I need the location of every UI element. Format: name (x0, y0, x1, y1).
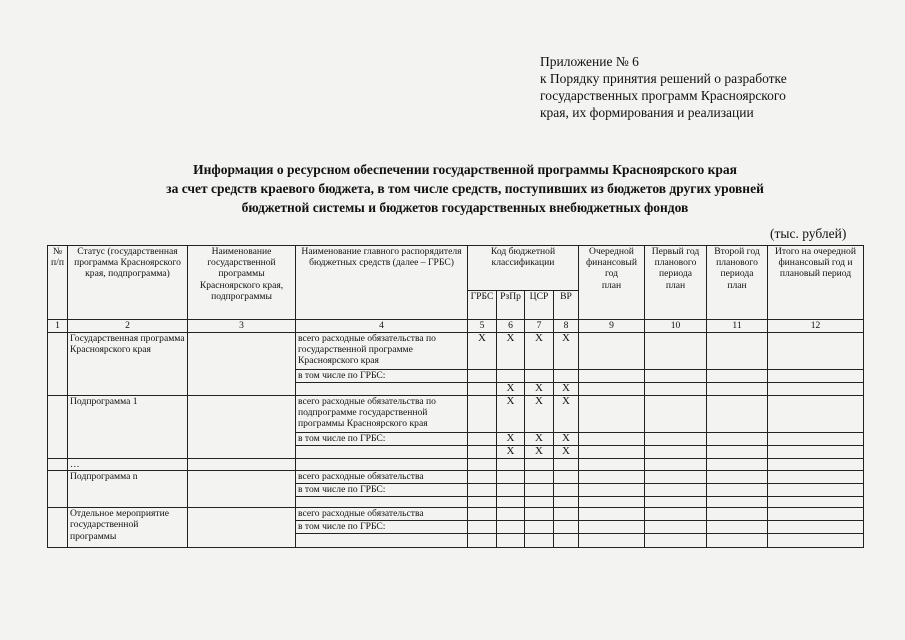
table-cell (48, 333, 68, 396)
table-cell (579, 459, 645, 471)
x-mark: X (525, 333, 554, 370)
col-number: 1 (48, 320, 68, 333)
table-cell (497, 508, 525, 521)
ellipsis: … (68, 459, 188, 471)
sub1-total-label: всего расходные обязательства по подпрограмме государственной программы Красноярского края (296, 396, 468, 433)
year2-label: Первый год планового периода (651, 246, 700, 280)
table-cell (768, 433, 864, 446)
sub1-total-row (48, 396, 864, 433)
table-cell (188, 508, 296, 548)
x-mark: X (525, 446, 554, 459)
table-cell (768, 333, 864, 370)
table-cell (296, 459, 468, 471)
table-cell (645, 396, 707, 433)
table-cell (707, 471, 768, 484)
header-code: Код бюджетной классификации (468, 246, 579, 291)
event-total-label: всего расходные обязательства (296, 508, 468, 521)
resource-table (47, 245, 864, 548)
col-number: 2 (68, 320, 188, 333)
col-number: 7 (525, 320, 554, 333)
table-cell (525, 497, 554, 508)
table-cell (468, 508, 497, 521)
table-cell (579, 383, 645, 396)
table-cell (468, 370, 497, 383)
table-cell (554, 471, 579, 484)
table-cell (48, 508, 68, 548)
table-cell (296, 534, 468, 548)
subn-total-row (48, 471, 864, 484)
table-cell (645, 508, 707, 521)
sub1-incl-label: в том числе по ГРБС: (296, 433, 468, 446)
table-cell (525, 508, 554, 521)
table-cell (468, 497, 497, 508)
table-cell (296, 446, 468, 459)
header-grbs: Наименование главного распорядителя бюджетных средств (далее – ГРБС) (296, 246, 468, 320)
table-cell (707, 484, 768, 497)
program-total-row (48, 333, 864, 370)
table-cell (579, 396, 645, 433)
col-number: 3 (188, 320, 296, 333)
table-cell (645, 333, 707, 370)
table-cell (768, 383, 864, 396)
header-name: Наименование государственной программы Красноярского края, подпрограммы (188, 246, 296, 320)
table-cell (579, 484, 645, 497)
header-total: Итого на очередной финансовый год и плановый период (768, 246, 864, 320)
table-cell (707, 508, 768, 521)
table-cell (468, 534, 497, 548)
table-cell (48, 459, 68, 471)
subn-status: Подпрограмма n (68, 471, 188, 508)
header-num: № п/п (48, 246, 68, 320)
table-cell (645, 534, 707, 548)
header-rzpr: РзПр (497, 291, 525, 320)
table-cell (707, 497, 768, 508)
table-cell (468, 484, 497, 497)
event-total-row (48, 508, 864, 521)
table-cell (468, 471, 497, 484)
table-cell (497, 534, 525, 548)
table-cell (768, 534, 864, 548)
table-cell (525, 459, 554, 471)
program-incl-label: в том числе по ГРБС: (296, 370, 468, 383)
x-mark: X (497, 396, 525, 433)
table-cell (525, 521, 554, 534)
event-incl-label: в том числе по ГРБС: (296, 521, 468, 534)
table-cell (554, 534, 579, 548)
x-mark: X (497, 446, 525, 459)
header-grbs-code: ГРБС (468, 291, 497, 320)
table-cell (645, 471, 707, 484)
table-cell (768, 471, 864, 484)
table-cell (707, 396, 768, 433)
col-number: 5 (468, 320, 497, 333)
table-cell (188, 396, 296, 459)
table-cell (468, 521, 497, 534)
table-cell (554, 521, 579, 534)
table-cell (468, 433, 497, 446)
table-cell (768, 370, 864, 383)
appendix-line-4: края, их формирования и реализации (540, 105, 754, 120)
year1-plan: план (601, 279, 622, 291)
table-cell (497, 484, 525, 497)
table-cell (188, 333, 296, 396)
title-line-3: бюджетной системы и бюджетов государственных внебюджетных фондов (241, 200, 689, 215)
col-number: 8 (554, 320, 579, 333)
table-cell (188, 459, 296, 471)
table-cell (645, 484, 707, 497)
table-cell (645, 459, 707, 471)
table-cell (645, 497, 707, 508)
ellipsis-row (48, 459, 864, 471)
table-cell (579, 370, 645, 383)
appendix-line-3: государственных программ Красноярского (540, 88, 786, 103)
year3-label: Второй год планового периода (714, 246, 760, 280)
table-cell (707, 383, 768, 396)
col-number: 4 (296, 320, 468, 333)
table-cell (468, 396, 497, 433)
table-cell (497, 497, 525, 508)
table-cell (579, 521, 645, 534)
table-cell (296, 383, 468, 396)
col-number: 12 (768, 320, 864, 333)
table-cell (645, 370, 707, 383)
table-cell (497, 459, 525, 471)
header-row-1 (48, 246, 864, 291)
table-cell (579, 333, 645, 370)
table-cell (554, 370, 579, 383)
sub1-status: Подпрограмма 1 (68, 396, 188, 459)
table-cell (468, 446, 497, 459)
program-status: Государственная программа Красноярского края (68, 333, 188, 396)
table-cell (707, 370, 768, 383)
x-mark: X (497, 433, 525, 446)
header-year1 (579, 246, 645, 320)
table-cell (579, 471, 645, 484)
x-mark: X (497, 333, 525, 370)
x-mark: X (525, 396, 554, 433)
title-line-2: за счет средств краевого бюджета, в том числе средств, поступивших из бюджетов других уровней (166, 181, 764, 196)
table-cell (768, 396, 864, 433)
table-cell (296, 497, 468, 508)
year1-label: Очередной финансовый год (585, 246, 638, 280)
document-title (95, 160, 835, 217)
year3-plan: план (727, 279, 747, 291)
col-number: 6 (497, 320, 525, 333)
header-status: Статус (государственная программа Красноярского края, подпрограмма) (68, 246, 188, 320)
col-number: 10 (645, 320, 707, 333)
table-cell (579, 508, 645, 521)
table-cell (707, 459, 768, 471)
col-number: 9 (579, 320, 645, 333)
table-cell (525, 534, 554, 548)
table-cell (645, 446, 707, 459)
units-label: (тыс. рублей) (770, 226, 847, 241)
column-number-row (48, 320, 864, 333)
table-cell (768, 521, 864, 534)
x-mark: X (554, 433, 579, 446)
subn-incl-label: в том числе по ГРБС: (296, 484, 468, 497)
table-cell (707, 433, 768, 446)
table-cell (497, 471, 525, 484)
table-cell (554, 497, 579, 508)
header-vr: ВР (554, 291, 579, 320)
table-cell (188, 471, 296, 508)
x-mark: X (497, 383, 525, 396)
table-cell (768, 508, 864, 521)
table-cell (645, 521, 707, 534)
table-cell (468, 459, 497, 471)
table-cell (707, 333, 768, 370)
table-cell (768, 446, 864, 459)
table-cell (707, 534, 768, 548)
x-mark: X (525, 433, 554, 446)
table-cell (768, 484, 864, 497)
event-status: Отдельное мероприятие государственной программы (68, 508, 188, 548)
table-cell (497, 521, 525, 534)
table-cell (768, 459, 864, 471)
x-mark: X (468, 333, 497, 370)
program-total-label: всего расходные обязательства по государственной программе Красноярского края (296, 333, 468, 370)
table-cell (645, 383, 707, 396)
x-mark: X (554, 446, 579, 459)
table-cell (554, 484, 579, 497)
col-number: 11 (707, 320, 768, 333)
table-cell (48, 471, 68, 508)
table-cell (48, 396, 68, 459)
table-cell (579, 433, 645, 446)
appendix-line-1: Приложение № 6 (540, 54, 639, 69)
x-mark: X (554, 383, 579, 396)
table-cell (707, 446, 768, 459)
table-cell (525, 484, 554, 497)
table-cell (579, 497, 645, 508)
table-cell (525, 471, 554, 484)
table-cell (554, 459, 579, 471)
x-mark: X (554, 333, 579, 370)
x-mark: X (525, 383, 554, 396)
table-cell (707, 521, 768, 534)
x-mark: X (554, 396, 579, 433)
table-cell (579, 534, 645, 548)
title-line-1: Информация о ресурсном обеспечении государственной программы Красноярского края (193, 162, 737, 177)
table-cell (645, 433, 707, 446)
header-year3 (707, 246, 768, 320)
subn-total-label: всего расходные обязательства (296, 471, 468, 484)
header-csr: ЦСР (525, 291, 554, 320)
table-cell (525, 370, 554, 383)
table-cell (497, 370, 525, 383)
appendix-header (540, 53, 870, 121)
header-year2 (645, 246, 707, 320)
table-cell (768, 497, 864, 508)
appendix-line-2: к Порядку принятия решений о разработке (540, 71, 787, 86)
table-cell (554, 508, 579, 521)
year2-plan: план (665, 279, 686, 291)
table-cell (579, 446, 645, 459)
table-cell (468, 383, 497, 396)
